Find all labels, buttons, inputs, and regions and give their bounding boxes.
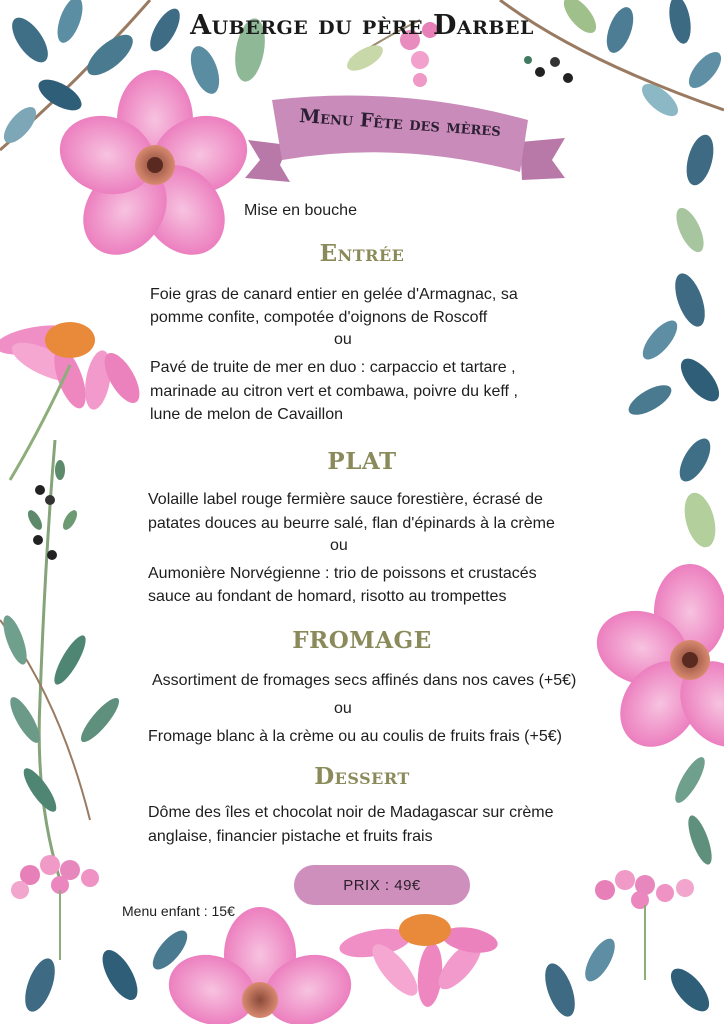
- plat-option2-line2: sauce au fondant de homard, risotto au trompettes: [148, 588, 507, 605]
- restaurant-title: Auberge du père Darbel: [190, 10, 534, 41]
- entree-option1-line1: Foie gras de canard entier en gelée d'Armagnac, sa: [150, 286, 518, 303]
- plat-heading: PLAT: [327, 448, 397, 475]
- fromage-option1: Assortiment de fromages secs affinés dans nos caves (+5€): [152, 672, 577, 689]
- dessert-line1: Dôme des îles et chocolat noir de Madagascar sur crème: [148, 804, 554, 821]
- fromage-option2: Fromage blanc à la crème ou au coulis de fruits frais (+5€): [148, 728, 562, 745]
- pink-flower-bottom: [160, 907, 361, 1024]
- entree-or: ou: [334, 331, 352, 348]
- pink-flower-right: [587, 564, 724, 762]
- entree-option2-line2: marinade au citron vert et combawa, poivre du keff ,: [150, 383, 518, 400]
- fromage-or: ou: [334, 700, 352, 717]
- price-badge: PRIX : 49€: [294, 865, 470, 905]
- fromage-heading: FROMAGE: [292, 627, 432, 654]
- entree-option2-line3: lune de melon de Cavaillon: [150, 406, 344, 423]
- banner-title: Menu Fête des mères: [298, 104, 502, 142]
- plat-or: ou: [330, 537, 348, 554]
- pink-cluster-bottom-left: [11, 855, 99, 960]
- plat-option1-line2: patates douces au beurre salé, flan d'épinards à la crème: [148, 515, 555, 532]
- child-menu-price: Menu enfant : 15€: [122, 903, 235, 919]
- dessert-heading: Dessert: [314, 763, 410, 790]
- dessert-line2: anglaise, financier pistache et fruits frais: [148, 828, 433, 845]
- plat-option2-line1: Aumonière Norvégienne : trio de poissons et crustacés: [148, 565, 537, 582]
- amuse-bouche: Mise en bouche: [244, 202, 357, 219]
- pink-daisy-bottom: [337, 914, 499, 1008]
- entree-option2-line1: Pavé de truite de mer en duo : carpaccio et tartare ,: [150, 359, 516, 376]
- entree-option1-line2: pomme confite, compotée d'oignons de Roscoff: [150, 309, 488, 326]
- entree-heading: Entrée: [319, 240, 405, 267]
- plat-option1-line1: Volaille label rouge fermière sauce forestière, écrasé de: [148, 491, 543, 508]
- pink-cluster-bottom-right: [595, 870, 694, 980]
